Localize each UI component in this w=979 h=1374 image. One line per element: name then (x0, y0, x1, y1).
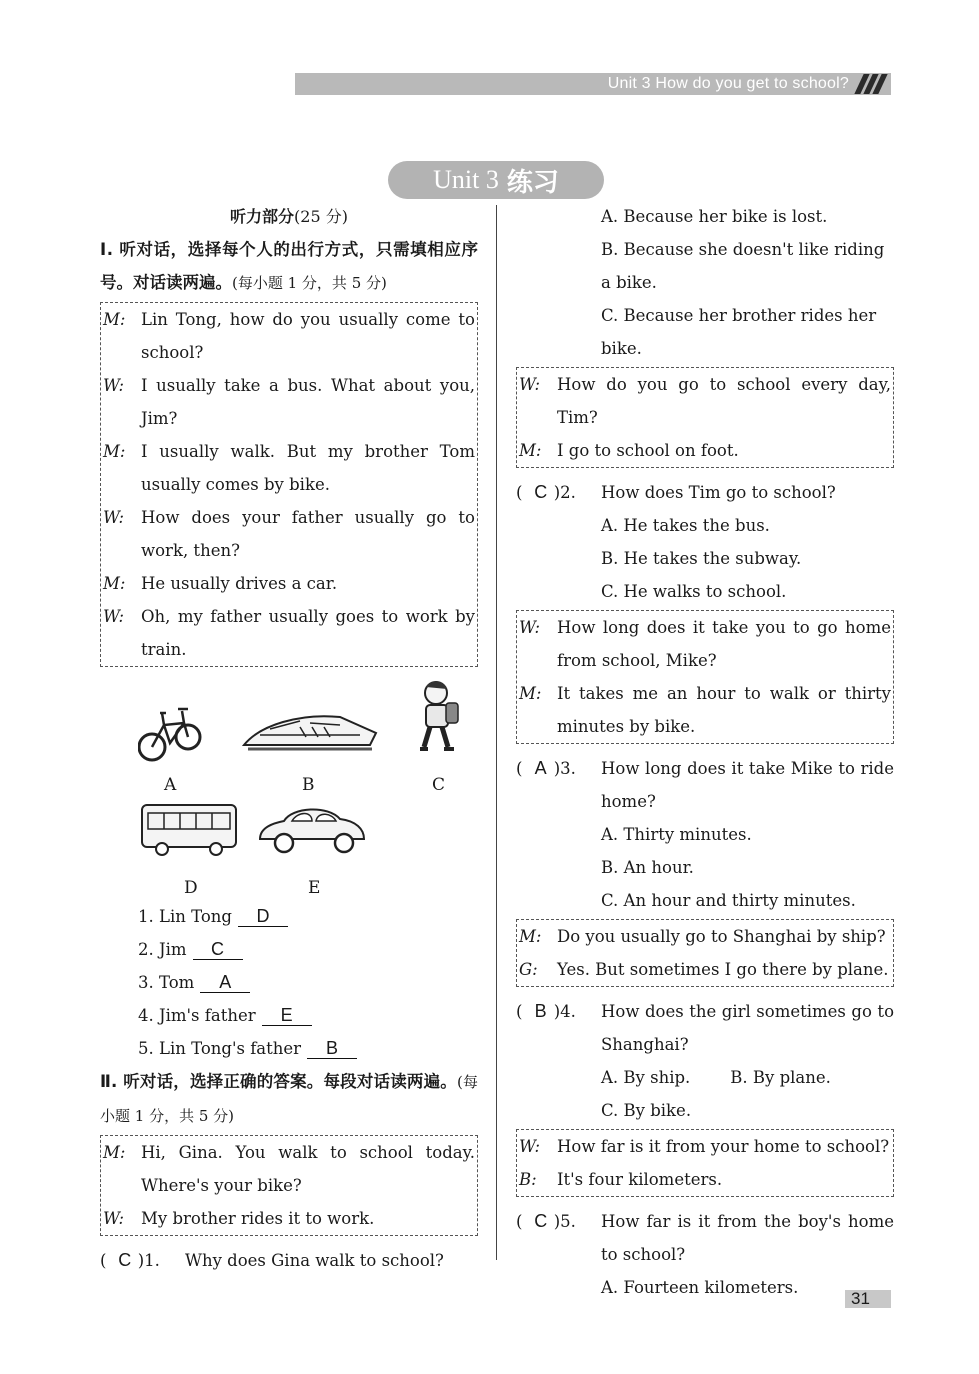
unit-title (388, 161, 604, 199)
answer-row: 5. Lin Tong's father B (100, 1032, 478, 1065)
option: B. An hour. (601, 858, 694, 877)
dialog-line: W: My brother rides it to work. (103, 1209, 375, 1228)
option: A. Fourteen kilometers. (601, 1278, 799, 1297)
train-icon (240, 705, 380, 761)
answer-choice[interactable]: B (534, 1001, 547, 1021)
dialog-line: M: Do you usually go to Shanghai by ship? (519, 927, 886, 946)
answer-row: 2. Jim C (100, 933, 478, 966)
answer-blank[interactable]: A (200, 972, 250, 993)
car-icon (256, 801, 368, 857)
unit-title-zh: 练习 (506, 167, 559, 198)
option: A. Because her bike is lost. (601, 207, 828, 226)
section2-dialog-4 (516, 919, 894, 987)
option: C. He walks to school. (601, 582, 787, 601)
transport-pictures (100, 675, 478, 898)
walking-boy-icon (414, 677, 464, 753)
question-2: ( C )2. How does Tim go to school? (516, 476, 894, 509)
dialog-line: M: I usually walk. But my brother Tom usually comes by bike. (103, 442, 475, 494)
dialog-line: W: How do you go to school every day, Tim? (519, 375, 891, 427)
answer-choice[interactable]: A (534, 758, 547, 778)
answer-choice[interactable]: C (534, 482, 548, 502)
running-header (295, 73, 891, 95)
option: A. Thirty minutes. (601, 825, 752, 844)
dialog-line: B: It's four kilometers. (519, 1170, 723, 1189)
bus-icon (140, 801, 238, 857)
option: C. By bike. (601, 1101, 692, 1120)
section2-dialog-5 (516, 1129, 894, 1197)
header-stripes-icon (859, 74, 883, 94)
answer-blank[interactable]: B (307, 1038, 357, 1059)
bicycle-icon (138, 695, 202, 767)
section2-heading: Ⅱ. 听对话，选择正确的答案。每段对话读两遍。(每小题 1 分，共 5 分) (100, 1072, 478, 1125)
dialog-line: W: How far is it from your home to school? (519, 1137, 890, 1156)
page-number: 31 (845, 1290, 891, 1308)
dialog-line: W: Oh, my father usually goes to work by train. (103, 607, 475, 659)
dialog-line: G: Yes. But sometimes I go there by plane. (519, 960, 889, 979)
dialog-line: W: How does your father usually go to work, then? (103, 508, 475, 560)
dialog-line: W: I usually take a bus. What about you, Jim? (103, 376, 475, 428)
section1-answers (100, 900, 478, 1065)
option-row: A. By ship. B. By plane. (601, 1068, 831, 1087)
left-column (100, 200, 478, 1277)
answer-blank[interactable]: D (238, 906, 288, 927)
option: A. He takes the bus. (601, 516, 770, 535)
picture-label-c: C (432, 775, 446, 795)
right-column (516, 200, 894, 1304)
question-3: ( A )3. How long does it take Mike to ride home? (516, 752, 894, 818)
section1-dialog (100, 302, 478, 667)
section1-heading: Ⅰ. 听对话，选择每个人的出行方式，只需填相应序号。对话读两遍。(每小题 1 分，共 5 分) (100, 240, 478, 292)
answer-choice[interactable]: C (118, 1250, 132, 1270)
question-1: ( C )1. Why does Gina walk to school? (100, 1244, 478, 1277)
option: B. Because she doesn't like riding a bike. (601, 240, 885, 292)
picture-label-a: A (164, 775, 177, 795)
dialog-line: M: Hi, Gina. You walk to school today. Where's your bike? (103, 1143, 475, 1195)
section2-dialog-3 (516, 610, 894, 744)
option: C. An hour and thirty minutes. (601, 891, 856, 910)
picture-label-e: E (308, 878, 321, 898)
answer-row: 4. Jim's father E (100, 999, 478, 1032)
answer-choice[interactable]: C (534, 1211, 548, 1231)
answer-blank[interactable]: C (193, 939, 243, 960)
section2-dialog-2 (516, 367, 894, 468)
answer-row: 3. Tom A (100, 966, 478, 999)
question-5: ( C )5. How far is it from the boy's home to school? (516, 1205, 894, 1271)
dialog-line: M: Lin Tong, how do you usually come to school? (103, 310, 475, 362)
picture-label-b: B (302, 775, 315, 795)
picture-label-d: D (184, 878, 198, 898)
option: C. Because her brother rides her bike. (601, 306, 877, 358)
unit-title-en: Unit 3 (433, 165, 499, 194)
section2-dialog-1 (100, 1135, 478, 1236)
answer-row: 1. Lin Tong D (100, 900, 478, 933)
listening-title: 听力部分(25 分) (230, 207, 348, 226)
dialog-line: M: I go to school on foot. (519, 441, 739, 460)
option: B. He takes the subway. (601, 549, 802, 568)
header-title: Unit 3 How do you get to school? (607, 75, 849, 92)
column-divider (496, 205, 497, 1260)
answer-blank[interactable]: E (262, 1005, 312, 1026)
dialog-line: W: How long does it take you to go home from school, Mike? (519, 618, 891, 670)
dialog-line: M: It takes me an hour to walk or thirty minutes by bike. (519, 684, 891, 736)
dialog-line: M: He usually drives a car. (103, 574, 338, 593)
question-4: ( B )4. How does the girl sometimes go to Shanghai? (516, 995, 894, 1061)
